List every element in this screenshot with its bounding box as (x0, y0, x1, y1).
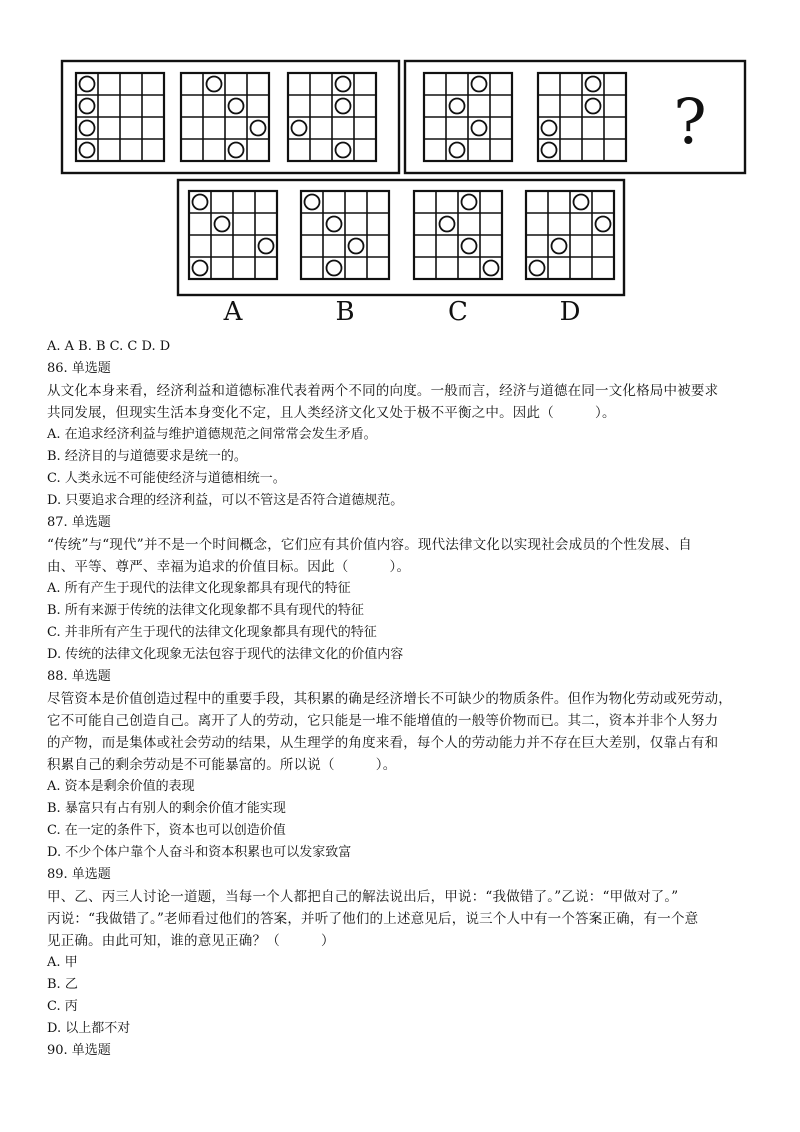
circle-marker (472, 77, 487, 92)
option-label-c: C (448, 297, 468, 327)
option-b[interactable]: B. 乙 (47, 977, 78, 992)
circle-marker (336, 77, 351, 92)
option-b[interactable]: B. 暴富只有占有别人的剩余价值才能实现 (47, 801, 286, 816)
circle-marker (450, 99, 465, 114)
question-88 (47, 666, 759, 864)
circle-marker (462, 195, 477, 210)
stem-line: 由、平等、尊严、幸福为追求的价值目标。因此（ ）。 (47, 559, 411, 575)
option-d[interactable]: D. 传统的法律文化现象无法包容于现代的法律文化的价值内容 (47, 647, 404, 662)
circle-marker (327, 217, 342, 232)
option-c[interactable]: C. 人类永远不可能使经济与道德相统一。 (47, 471, 286, 486)
circle-marker (259, 239, 274, 254)
option-a[interactable]: A. 甲 (47, 955, 78, 970)
circle-marker (472, 121, 487, 136)
option-d[interactable]: D. 只要追求合理的经济利益，可以不管这是否符合道德规范。 (47, 493, 404, 508)
question-89 (47, 864, 759, 1040)
circle-marker (440, 217, 455, 232)
circle-marker (80, 143, 95, 158)
circle-marker (586, 99, 601, 114)
stem-line: “传统”与“现代”并不是一个时间概念，它们应有其价值内容。现代法律文化以实现社会成员的个性发展、自 (47, 537, 692, 553)
option-c[interactable]: C. 并非所有产生于现代的法律文化现象都具有现代的特征 (47, 625, 377, 640)
circle-marker (530, 261, 545, 276)
stem-line: 积累自己的剩余劳动是不可能暴富的。所以说（ ）。 (47, 757, 397, 773)
stem-line: 尽管资本是价值创造过程中的重要手段，其积累的确是经济增长不可缺少的物质条件。但作为物化劳动或死劳动， (47, 691, 732, 707)
circle-marker (552, 239, 567, 254)
question-header: 86. 单选题 (47, 361, 111, 376)
circle-marker (251, 121, 266, 136)
question-stem (47, 380, 759, 424)
question-stem (47, 534, 759, 578)
circle-marker (586, 77, 601, 92)
circle-marker (349, 239, 364, 254)
circle-marker (596, 217, 611, 232)
question-87 (47, 512, 759, 666)
circle-marker (207, 77, 222, 92)
question-header: 90. 单选题 (47, 1043, 111, 1058)
circle-marker (193, 261, 208, 276)
option-d[interactable]: D. 不少个体户靠个人奋斗和资本积累也可以发家致富 (47, 845, 352, 860)
option-d[interactable]: D. 以上都不对 (47, 1021, 131, 1036)
circle-marker (542, 121, 557, 136)
circle-marker (574, 195, 589, 210)
stem-line: 从文化本身来看，经济利益和道德标准代表着两个不同的向度。一般而言，经济与道德在同一文化格局中被要求 (47, 383, 719, 399)
option-label-b: B (335, 297, 355, 327)
circle-marker (336, 143, 351, 158)
circle-marker (542, 143, 557, 158)
stem-line: 共同发展，但现实生活本身变化不定，且人类经济文化又处于极不平衡之中。因此（ ）。 (47, 405, 616, 421)
stem-line: 的产物，而是集体或社会劳动的结果，从生理学的角度来看，每个人的劳动能力并不存在巨大差别，仅靠占有和 (47, 735, 719, 751)
circle-marker (305, 195, 320, 210)
circle-marker (193, 195, 208, 210)
stem-line: 丙说：“我做错了。”老师看过他们的答案，并听了他们的上述意见后，说三个人中有一个答案正确，有一个意 (47, 911, 699, 927)
circle-marker (450, 143, 465, 158)
circle-marker (484, 261, 499, 276)
circle-marker (80, 121, 95, 136)
stem-line: 见正确。由此可知，谁的意见正确？（ ） (47, 933, 335, 949)
option-c[interactable]: C. 在一定的条件下，资本也可以创造价值 (47, 823, 286, 838)
question-header: 89. 单选题 (47, 867, 111, 882)
question-86 (47, 358, 759, 512)
option-a[interactable]: A. 在追求经济利益与维护道德规范之间常常会发生矛盾。 (47, 427, 377, 442)
question-header: 88. 单选题 (47, 669, 111, 684)
question-mark: ? (673, 85, 707, 158)
option-label-d: D (559, 297, 581, 327)
puzzle-figure (0, 0, 800, 330)
option-b[interactable]: B. 经济目的与道德要求是统一的。 (47, 449, 247, 464)
circle-marker (80, 99, 95, 114)
circle-marker (336, 99, 351, 114)
option-a[interactable]: A. 所有产生于现代的法律文化现象都具有现代的特征 (47, 581, 351, 596)
option-a[interactable]: A. 资本是剩余价值的表现 (47, 779, 195, 794)
question-list (47, 336, 759, 1062)
option-label-a: A (223, 297, 243, 327)
previous-answer-options: A. A B. B C. C D. D (47, 339, 171, 354)
circle-marker (215, 217, 230, 232)
circle-marker (229, 143, 244, 158)
question-90 (47, 1040, 759, 1062)
question-header: 87. 单选题 (47, 515, 111, 530)
circle-marker (462, 239, 477, 254)
option-b[interactable]: B. 所有来源于传统的法律文化现象都不具有现代的特征 (47, 603, 364, 618)
stem-line: 它不可能自己创造自己。离开了人的劳动，它只能是一堆不能增值的一般等价物而已。其二，资本并非个人努力 (47, 713, 719, 729)
circle-marker (80, 77, 95, 92)
option-c[interactable]: C. 丙 (47, 999, 78, 1014)
circle-marker (292, 121, 307, 136)
stem-line: 甲、乙、丙三人讨论一道题，当每一个人都把自己的解法说出后，甲说：“我做错了。”乙说：“甲做对了。” (47, 889, 679, 905)
circle-marker (327, 261, 342, 276)
question-stem (47, 688, 759, 776)
circle-marker (229, 99, 244, 114)
question-stem (47, 886, 759, 952)
